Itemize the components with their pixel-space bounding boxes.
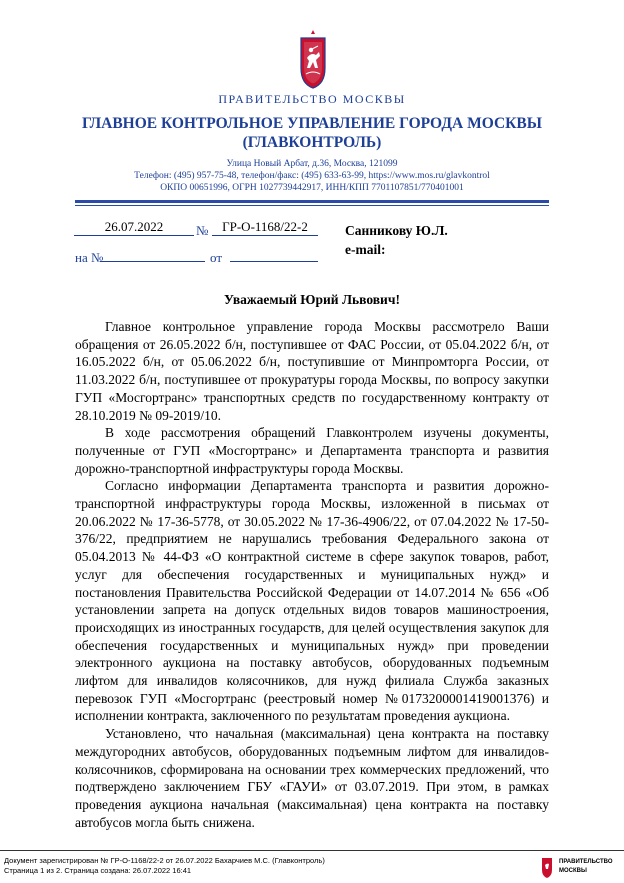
reference-date-blank bbox=[230, 261, 318, 262]
registration-date: 26.07.2022 bbox=[74, 219, 194, 236]
footer-government-label bbox=[559, 858, 613, 876]
footer-divider bbox=[0, 850, 624, 851]
letter-body bbox=[75, 318, 549, 831]
header-divider-thin bbox=[75, 205, 549, 206]
footer-gov-line1: ПРАВИТЕЛЬСТВО bbox=[559, 859, 613, 865]
registry-codes: ОКПО 00651996, ОГРН 1027739442917, ИНН/КПП 7701107851/770401001 bbox=[160, 183, 464, 193]
recipient-name: Санникову Ю.Л. bbox=[345, 223, 448, 238]
footer-gov-line2: МОСКВЫ bbox=[559, 868, 587, 874]
recipient-block bbox=[345, 221, 448, 259]
footer-line2: Страница 1 из 2. Страница создана: 26.07.2022 16:41 bbox=[4, 865, 192, 875]
footer-line1: Документ зарегистрирован № ГР-О-1168/22-2 от 26.07.2022 Бахарчиев М.С. (Главконтроль) bbox=[4, 856, 325, 865]
footer-registration-info bbox=[4, 856, 325, 875]
government-title: ПРАВИТЕЛЬСТВО МОСКВЫ bbox=[218, 92, 406, 106]
recipient-email-label: e-mail: bbox=[345, 242, 386, 257]
moscow-logo-icon bbox=[541, 855, 553, 879]
reference-number-blank bbox=[100, 261, 205, 262]
paragraph: Установлено, что начальная (максимальная) цена контракта на поставку междугородних автобусов, оборудованных подъемным лифтом для инвалидов-колясочников, сформирована на основании трех коммерческих предложений, что подтверждено заключением ГБУ «ГАУИ» от 03.07.2019. При этом, в рамках проведения аукциона начальная (максимальная) цена контракта на поставку автобусов могла быть снижена. bbox=[75, 726, 549, 830]
paragraph: Главное контрольное управление города Москвы рассмотрело Ваши обращения от 26.05.2022 б/н, поступившее от ФАС России, от 05.04.2022 б/н, от 16.05.2022 б/н, от 05.06.2022 б/н, поступившие от Минпромторга России, от 11.03.2022 б/н, поступившее от прокуратуры города Москвы, по вопросу закупки ГУП «Мосгортранс» транспортных средств по государственному контракту от 28.10.2019 № 09-2019/10. bbox=[75, 319, 549, 423]
salutation: Уважаемый Юрий Львович! bbox=[224, 292, 400, 307]
address: Улица Новый Арбат, д.36, Москва, 121099 bbox=[226, 159, 398, 169]
department-title-line2: (ГЛАВКОНТРОЛЬ) bbox=[242, 134, 382, 151]
phones: Телефон: (495) 957-75-48, телефон/факс: (495) 633-63-99, https://www.mos.ru/glavkontrol bbox=[134, 171, 490, 181]
registration-number-label: № bbox=[196, 223, 209, 238]
reference-date-label: от bbox=[210, 250, 223, 265]
reference-number-label: на № bbox=[75, 250, 104, 265]
registration-number: ГР-О-1168/22-2 bbox=[212, 219, 318, 236]
department-title bbox=[0, 114, 624, 152]
contact-info bbox=[0, 158, 624, 194]
moscow-coat-of-arms-emblem bbox=[298, 28, 328, 90]
department-title-line1: ГЛАВНОЕ КОНТРОЛЬНОЕ УПРАВЛЕНИЕ ГОРОДА МОСКВЫ bbox=[82, 115, 542, 132]
paragraph: Согласно информации Департамента транспорта и развития дорожно-транспортной инфраструктуры города Москвы, изложенной в письмах от 20.06.2022 № 17-36-5778, от 30.05.2022 № 17-36-4906/22, от 07.04.2022 № 17-50-376/22, предприятием не нарушались требования Федерального закона от 05.04.2013 № 44-ФЗ «О контрактной системе в сфере закупок товаров, работ, услуг для обеспечения государственных и муниципальных нужд» и постановления Правительства Российской Федерации от 14.07.2014 № 656 «Об установлении запрета на допуск отдельных видов товаров машиностроения, происходящих из иностранных государств, для целей осуществления закупок для обеспечения государственных и муниципальных нужд» при проведении электронного аукциона на поставку автобусов, оборудованных подъемным лифтом для инвалидов колясочников, для нужд филиала Служба заказных перевозок ГУП «Мосгортранс (реестровый номер №0173200001419001376) и исполнении контракта, заключенного по результатам проведения аукциона. bbox=[75, 478, 549, 724]
header-divider-thick bbox=[75, 200, 549, 203]
paragraph: В ходе рассмотрения обращений Главконтролем изучены документы, полученные от ГУП «Мосгортранс» и Департамента транспорта и развития дорожно-транспортной инфраструктуры города Москвы. bbox=[75, 425, 549, 476]
